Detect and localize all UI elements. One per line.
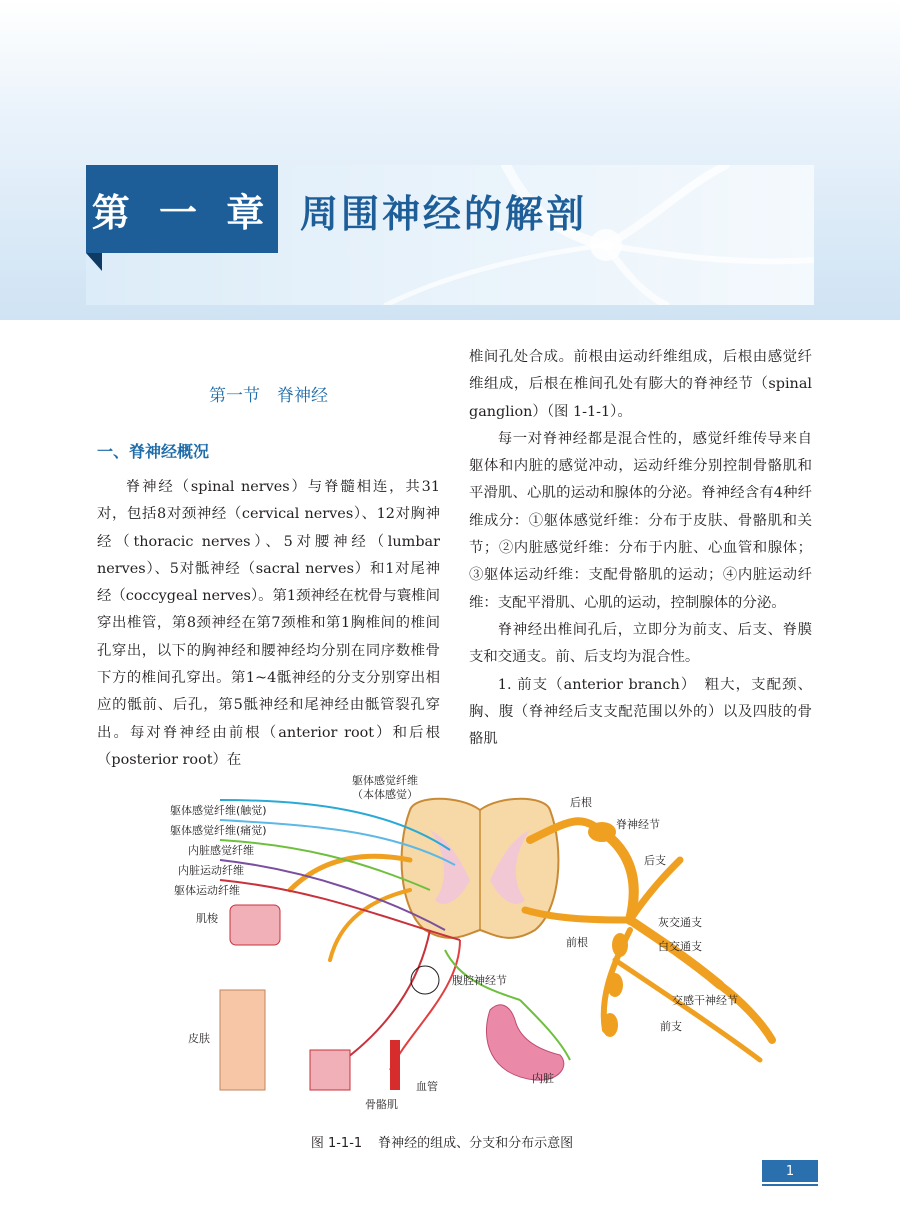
- subsection-title: 一、脊神经概况: [97, 442, 210, 461]
- figure-caption-text: 脊神经的组成、分支和分布示意图: [378, 1136, 574, 1151]
- left-column: [97, 344, 440, 774]
- label-anterior-branch: 前支: [660, 1020, 682, 1033]
- label-somatic-sensory-top-1: 躯体感觉纤维: [352, 774, 418, 787]
- celiac-ganglion-shape: [411, 966, 439, 994]
- label-spinal-ganglion: 脊神经节: [616, 818, 660, 831]
- spinal-nerve-diagram: [160, 770, 780, 1120]
- skin-shape: [220, 990, 265, 1090]
- paragraph: 每一对脊神经都是混合性的，感觉纤维传导来自躯体和内脏的感觉冲动，运动纤维分别控制骨骼肌和平滑肌、心肌的运动和腺体的分泌。脊神经含有4种纤维成分：①躯体感觉纤维：分布于皮肤、骨骼肌和关节；②内脏感觉纤维：分布于内脏、心血管和腺体；③躯体运动纤维：支配骨骼肌的运动；④内脏运动纤维：支配平滑肌、心肌的运动，控制腺体的分泌。: [469, 430, 812, 611]
- spinal-ganglion-shape: [588, 822, 616, 842]
- section-title: 第一节 脊神经: [209, 386, 328, 406]
- label-skeletal-muscle: 骨骼肌: [365, 1098, 398, 1111]
- paragraph: 脊神经（spinal nerves）与脊髓相连，共31对，包括8对颈神经（cervical nerves）、12对胸神经（thoracic nerves）、5对腰神经（lumbar nerves）、5对骶神经（sacral nerves）和1对尾神经（coccygeal nerves）。第1颈神经在枕骨与寰椎间穿出椎管，第8颈神经在第7颈椎和第1胸椎间的椎间孔穿出，以下的胸神经和腰神经均分别在同序数椎骨下方的椎间孔穿出。第1~4骶神经的分支分别穿出相应的骶前、后孔，第5骶神经和尾神经由骶管裂孔穿出。每对脊神经由前根（anterior root）和后根（posterior root）在: [97, 479, 440, 768]
- label-somatic-sensory-touch: 躯体感觉纤维(触觉): [170, 804, 267, 817]
- label-muscle-spindle: 肌梭: [196, 912, 218, 925]
- muscle-spindle-shape: [230, 905, 280, 945]
- chapter-title: 周围神经的解剖: [300, 191, 588, 236]
- label-white-ramus: 白交通支: [658, 940, 702, 953]
- blood-vessel-shape: [390, 1040, 400, 1090]
- right-column: [469, 344, 812, 753]
- chapter-label: 第 一 章: [86, 165, 278, 253]
- label-gray-ramus: 灰交通支: [658, 916, 702, 929]
- figure-spinal-nerve: [160, 770, 780, 1120]
- label-somatic-sensory-top-2: （本体感觉）: [352, 788, 418, 801]
- label-posterior-root: 后根: [570, 796, 592, 809]
- paragraph: 椎间孔处合成。前根由运动纤维组成，后根由感觉纤维组成，后根在椎间孔处有膨大的脊神经节（spinal ganglion）（图 1-1-1）。: [469, 349, 812, 420]
- stomach-shape: [486, 1005, 563, 1080]
- figure-caption: [0, 1132, 900, 1151]
- label-viscera: 内脏: [532, 1072, 554, 1085]
- label-celiac-ganglion: 腹腔神经节: [452, 974, 507, 987]
- label-anterior-root: 前根: [566, 936, 588, 949]
- spinal-cord: [402, 799, 559, 938]
- paragraph: 1. 前支（anterior branch） 粗大，支配颈、胸、腹（脊神经后支支配范围以外的）以及四肢的骨骼肌: [469, 676, 812, 748]
- label-visceral-sensory: 内脏感觉纤维: [188, 844, 254, 857]
- label-somatic-motor: 躯体运动纤维: [174, 884, 240, 897]
- label-blood-vessel: 血管: [416, 1080, 438, 1093]
- figure-number: 图 1-1-1: [310, 1136, 363, 1151]
- chapter-label-fold: [86, 253, 102, 271]
- paragraph: 脊神经出椎间孔后，立即分为前支、后支、脊膜支和交通支。前、后支均为混合性。: [469, 621, 812, 666]
- label-skin: 皮肤: [188, 1032, 210, 1045]
- label-visceral-motor: 内脏运动纤维: [178, 864, 244, 877]
- label-sympathetic-ganglion: 交感干神经节: [672, 994, 738, 1007]
- page-number-underline: [762, 1184, 818, 1186]
- label-somatic-sensory-pain: 躯体感觉纤维(痛觉): [170, 824, 267, 837]
- label-posterior-branch: 后支: [644, 854, 666, 867]
- skeletal-muscle-shape: [310, 1050, 350, 1090]
- page-number: 1: [762, 1160, 818, 1182]
